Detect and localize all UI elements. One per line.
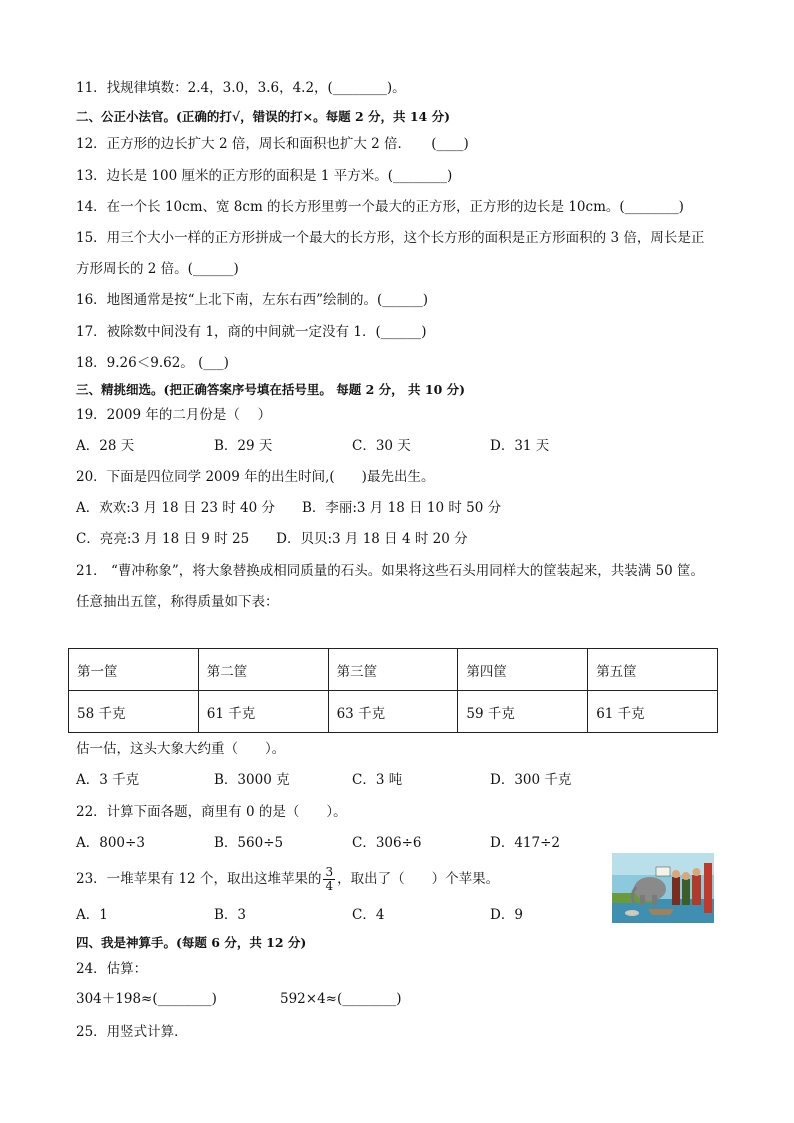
q19-option-a: A．28 天 <box>76 438 135 454</box>
question-11: 11．找规律填数：2.4，3.0，3.6，4.2，(________)。 <box>76 80 406 96</box>
q23-option-b: B．3 <box>214 907 247 923</box>
question-15-line-2: 方形周长的 2 倍。(______) <box>76 261 239 277</box>
question-21-line-3: 估一估，这头大象大约重（ ）。 <box>76 741 286 757</box>
question-12: 12．正方形的边长扩大 2 倍，周长和面积也扩大 2 倍． (____) <box>76 136 469 152</box>
table-header-cell: 第二筐 <box>198 649 328 691</box>
section-3-heading: 三、精挑细选。(把正确答案序号填在括号里。 每题 2 分， 共 10 分) <box>76 382 466 397</box>
question-24: 24．估算： <box>76 961 148 977</box>
question-16: 16．地图通常是按“上北下南，左东右西”绘制的。(______) <box>76 292 429 308</box>
three-quarters-fraction <box>323 866 335 893</box>
table-cell: 58 千克 <box>69 691 199 733</box>
question-21-line-2: 任意抽出五筐，称得质量如下表： <box>76 594 279 610</box>
q23-option-c: C．4 <box>352 907 385 923</box>
question-19: 19．2009 年的二月份是（ ） <box>76 407 272 423</box>
section-4-heading: 四、我是神算手。(每题 6 分，共 12 分) <box>76 935 307 950</box>
question-23 <box>76 864 499 894</box>
table-cell: 63 千克 <box>328 691 458 733</box>
fraction-denominator: 4 <box>325 879 334 893</box>
table-row <box>69 691 718 733</box>
q24-estimate-b: 592×4≈(________) <box>280 991 402 1007</box>
q21-option-a: A．3 千克 <box>76 772 140 788</box>
question-17: 17．被除数中间没有 1，商的中间就一定没有 1．(______) <box>76 324 427 340</box>
elephant-weighing-illustration <box>612 853 714 923</box>
q23-option-a: A．1 <box>76 907 108 923</box>
elephant-illustration-icon <box>612 853 714 923</box>
q20-options-cd: C．亮亮:3 月 18 日 9 时 25 D．贝贝:3 月 18 日 4 时 20 分 <box>76 531 468 547</box>
fraction-numerator: 3 <box>325 865 334 879</box>
q20-options-ab: A．欢欢:3 月 18 日 23 时 40 分 B．李丽:3 月 18 日 10 时 50 分 <box>76 500 502 516</box>
q22-option-a: A．800÷3 <box>76 835 145 851</box>
q21-option-c: C．3 吨 <box>352 772 403 788</box>
q23-option-d: D．9 <box>490 907 523 923</box>
q19-option-d: D．31 天 <box>490 438 550 454</box>
section-2-heading: 二、公正小法官。(正确的打√，错误的打×。每题 2 分，共 14 分) <box>76 109 451 124</box>
table-header-cell: 第四筐 <box>458 649 588 691</box>
table-header-cell: 第三筐 <box>328 649 458 691</box>
q21-option-b: B．3000 克 <box>214 772 290 788</box>
question-21-line-1: 21． “曹冲称象”，将大象替换成相同质量的石头。如果将这些石头用同样大的筐装起来，共装满 50 筐。 <box>76 563 705 579</box>
q22-option-c: C．306÷6 <box>352 835 422 851</box>
table-cell: 61 千克 <box>588 691 718 733</box>
question-18: 18．9.26＜9.62。 (___) <box>76 355 229 371</box>
q22-option-b: B．560÷5 <box>214 835 284 851</box>
question-25: 25．用竖式计算． <box>76 1024 188 1040</box>
q22-option-d: D．417÷2 <box>490 835 560 851</box>
table-cell: 59 千克 <box>458 691 588 733</box>
question-22: 22．计算下面各题，商里有 0 的是（ ）。 <box>76 804 347 820</box>
q24-estimate-a: 304＋198≈(________) <box>76 991 217 1007</box>
table-header-cell: 第五筐 <box>588 649 718 691</box>
table-header-cell: 第一筐 <box>69 649 199 691</box>
table-row <box>69 649 718 691</box>
basket-weight-table <box>68 648 718 733</box>
q23-text-after: ，取出了（ ）个苹果。 <box>337 871 500 887</box>
q23-text-before: 23．一堆苹果有 12 个，取出这堆苹果的 <box>76 871 322 887</box>
question-13: 13．边长是 100 厘米的正方形的面积是 1 平方米。(________) <box>76 168 453 184</box>
question-15-line-1: 15．用三个大小一样的正方形拼成一个最大的长方形，这个长方形的面积是正方形面积的 3 倍，周长是正 <box>76 230 705 246</box>
q19-option-c: C．30 天 <box>352 438 411 454</box>
question-20: 20．下面是四位同学 2009 年的出生时间,( )最先出生。 <box>76 469 435 485</box>
question-14: 14．在一个长 10cm、宽 8cm 的长方形里剪一个最大的正方形，正方形的边长是 10cm。(________) <box>76 199 684 215</box>
q19-option-b: B．29 天 <box>214 438 273 454</box>
q21-option-d: D．300 千克 <box>490 772 572 788</box>
table-cell: 61 千克 <box>198 691 328 733</box>
